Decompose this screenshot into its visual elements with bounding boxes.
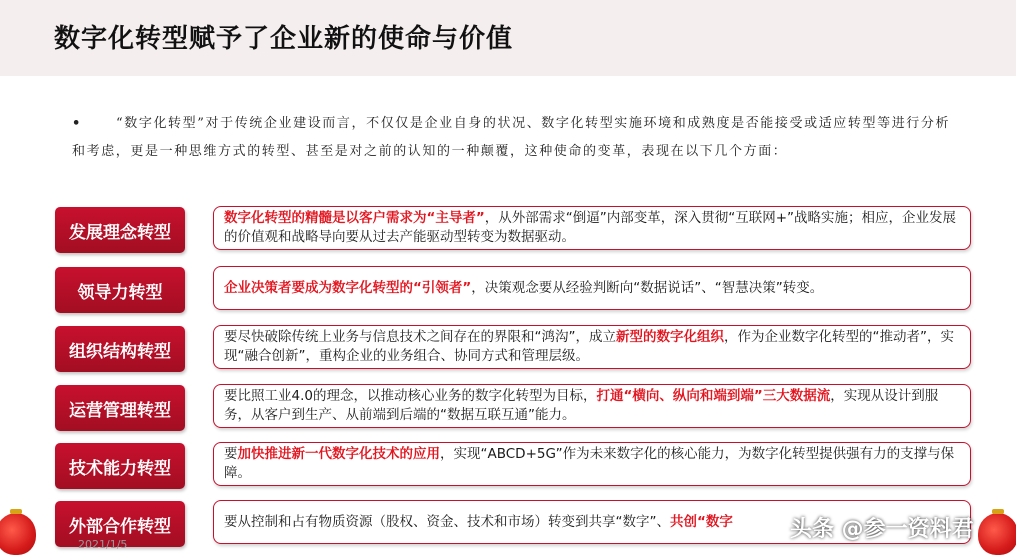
- intro-paragraph: [72, 110, 962, 166]
- page-title: 数字化转型赋予了企业新的使命与价值: [54, 24, 514, 54]
- row-description: [213, 325, 971, 369]
- highlight-text: 加快推进新一代数字化技术的应用: [237, 446, 440, 462]
- transform-row-development: [55, 206, 975, 253]
- row-label: 组织结构转型: [55, 326, 185, 372]
- intro-text: “数字化转型”对于传统企业建设而言，不仅仅是企业自身的状况、数字化转型实施环境和成熟度是否能接受或适应转型等进行分析和考虑，更是一种思维方式的转型、甚至是对之前的认知的一种颠覆，这种使命的变革，表现在以下几个方面：: [72, 116, 951, 159]
- description-text: 要比照工业4.0的理念，以推动核心业务的数字化转型为目标，: [224, 388, 597, 404]
- description-text: 要从控制和占有物质资源（股权、资金、技术和市场）转变到共享“数字”、: [224, 513, 670, 530]
- description-text: ，从外部需求“倒逼”内部变革，深入贯彻“互联网+”战略实施；相应，企业发展的价值观和战略导向要从过去产能驱动型转变为数据驱动。: [224, 210, 957, 245]
- transform-row-organization: [55, 325, 975, 372]
- row-label: 技术能力转型: [55, 443, 185, 489]
- row-label: 发展理念转型: [55, 207, 185, 253]
- row-description: [213, 206, 971, 250]
- highlight-text: 新型的数字化组织: [616, 329, 724, 345]
- description-text: ，实现“ABCD+5G”作为未来数字化的核心能力，为数字化转型提供强有力的支撑与保障。: [224, 446, 955, 481]
- transform-row-operations: [55, 384, 975, 431]
- description-text: ，决策观念要从经验判断向“数据说话”、“智慧决策”转变。: [471, 279, 824, 296]
- lantern-decoration-left: [0, 513, 36, 555]
- row-label: 领导力转型: [55, 267, 185, 313]
- lantern-decoration-right: [978, 513, 1016, 555]
- row-label: 外部合作转型: [55, 501, 185, 547]
- description-text: ，作为企业数字化转型的“推动者”，实现“融合创新”，重构企业的业务组合、协同方式和管理层级。: [224, 329, 954, 364]
- row-description: [213, 384, 971, 428]
- slide-date: 2021/1/5: [78, 538, 128, 551]
- description-text: ，实现从设计到服务，从客户到生产、从前端到后端的“数据互联互通”能力。: [224, 388, 939, 423]
- transform-row-technology: [55, 442, 975, 489]
- highlight-text: 共创“数字: [670, 513, 733, 530]
- highlight-text: 数字化转型的精髓是以客户需求为“主导者”: [224, 210, 485, 226]
- highlight-text: 打通“横向、纵向和端到端”三大数据流: [596, 388, 831, 404]
- row-description: [213, 266, 971, 310]
- intro-bullet: •: [72, 116, 82, 131]
- description-text: 要尽快破除传统上业务与信息技术之间存在的界限和“鸿沟”，成立: [224, 329, 616, 345]
- highlight-text: 企业决策者要成为数字化转型的“引领者”: [224, 279, 472, 296]
- watermark: 头条 @参一资料君: [790, 517, 974, 542]
- description-text: 要: [224, 446, 238, 462]
- row-description: [213, 442, 971, 486]
- row-label: 运营管理转型: [55, 385, 185, 431]
- transform-row-leadership: [55, 266, 975, 313]
